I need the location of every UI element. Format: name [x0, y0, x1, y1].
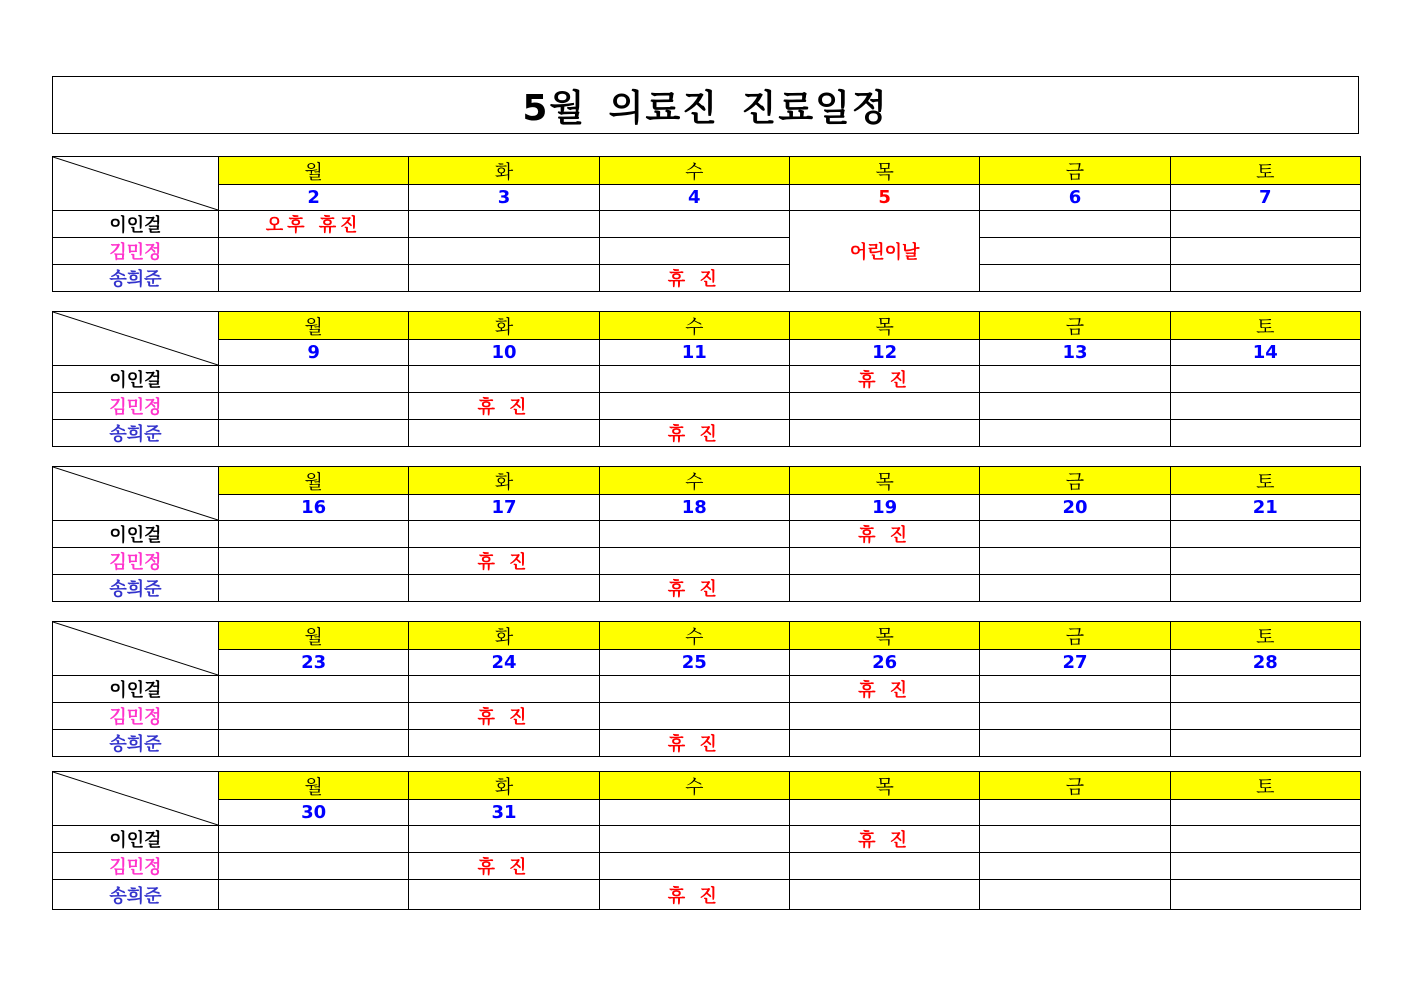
date-cell-holiday: 5	[789, 185, 979, 211]
day-header-thu: 목	[789, 467, 979, 495]
date-cell	[980, 800, 1170, 826]
holiday-cell: 어린이날	[789, 211, 979, 292]
schedule-cell	[219, 238, 409, 265]
date-cell: 21	[1170, 495, 1360, 521]
table-corner	[53, 772, 219, 826]
schedule-cell: 휴 진	[599, 575, 789, 602]
date-cell: 16	[219, 495, 409, 521]
schedule-cell	[1170, 420, 1360, 447]
schedule-cell	[409, 676, 599, 703]
schedule-cell: 오후 휴진	[219, 211, 409, 238]
schedule-cell	[409, 826, 599, 853]
day-header-sat: 토	[1170, 157, 1360, 185]
schedule-cell	[409, 265, 599, 292]
day-header-mon: 월	[219, 622, 409, 650]
day-header-sat: 토	[1170, 622, 1360, 650]
schedule-cell	[219, 420, 409, 447]
schedule-cell	[219, 548, 409, 575]
date-cell: 10	[409, 340, 599, 366]
doctor-name: 이인걸	[53, 366, 219, 393]
page-title: 5월 의료진 진료일정	[522, 87, 889, 129]
day-header-fri: 금	[980, 622, 1170, 650]
doctor-name: 김민정	[53, 548, 219, 575]
doctor-name: 김민정	[53, 238, 219, 265]
week-table-1	[52, 156, 1361, 292]
schedule-cell	[409, 880, 599, 910]
schedule-cell	[980, 676, 1170, 703]
schedule-cell	[1170, 366, 1360, 393]
week-table-3	[52, 466, 1361, 602]
schedule-cell: 휴 진	[599, 730, 789, 757]
date-cell: 17	[409, 495, 599, 521]
day-header-wed: 수	[599, 157, 789, 185]
schedule-cell	[599, 853, 789, 880]
diagonal-line-icon	[53, 467, 218, 520]
schedule-cell	[409, 521, 599, 548]
week-table-4	[52, 621, 1361, 757]
schedule-cell	[980, 880, 1170, 910]
table-corner	[53, 157, 219, 211]
schedule-cell	[219, 730, 409, 757]
doctor-name: 송희준	[53, 730, 219, 757]
schedule-cell	[789, 880, 979, 910]
day-header-tue: 화	[409, 157, 599, 185]
date-cell: 4	[599, 185, 789, 211]
schedule-cell	[789, 393, 979, 420]
date-cell: 6	[980, 185, 1170, 211]
date-cell: 31	[409, 800, 599, 826]
schedule-cell	[1170, 730, 1360, 757]
date-cell	[789, 800, 979, 826]
schedule-cell	[409, 211, 599, 238]
schedule-cell	[409, 238, 599, 265]
date-cell: 9	[219, 340, 409, 366]
schedule-cell	[980, 853, 1170, 880]
date-cell: 19	[789, 495, 979, 521]
schedule-cell	[599, 393, 789, 420]
day-header-thu: 목	[789, 312, 979, 340]
schedule-cell	[789, 730, 979, 757]
schedule-cell: 휴 진	[599, 265, 789, 292]
week-table-5	[52, 771, 1361, 910]
schedule-cell	[1170, 853, 1360, 880]
schedule-cell	[219, 826, 409, 853]
day-header-fri: 금	[980, 467, 1170, 495]
schedule-cell	[789, 703, 979, 730]
doctor-name: 이인걸	[53, 521, 219, 548]
date-cell: 25	[599, 650, 789, 676]
schedule-cell	[1170, 238, 1360, 265]
date-cell: 20	[980, 495, 1170, 521]
schedule-cell	[980, 548, 1170, 575]
schedule-cell	[789, 853, 979, 880]
schedule-cell	[219, 366, 409, 393]
schedule-cell	[1170, 521, 1360, 548]
schedule-cell	[219, 265, 409, 292]
doctor-name: 이인걸	[53, 676, 219, 703]
table-corner	[53, 312, 219, 366]
schedule-cell	[1170, 548, 1360, 575]
day-header-mon: 월	[219, 467, 409, 495]
diagonal-line-icon	[53, 312, 218, 365]
day-header-tue: 화	[409, 622, 599, 650]
date-cell: 7	[1170, 185, 1360, 211]
day-header-sat: 토	[1170, 312, 1360, 340]
day-header-wed: 수	[599, 467, 789, 495]
day-header-fri: 금	[980, 157, 1170, 185]
day-header-thu: 목	[789, 772, 979, 800]
doctor-name: 이인걸	[53, 826, 219, 853]
schedule-cell	[1170, 211, 1360, 238]
day-header-tue: 화	[409, 467, 599, 495]
day-header-thu: 목	[789, 622, 979, 650]
schedule-cell	[1170, 826, 1360, 853]
schedule-cell	[980, 826, 1170, 853]
schedule-cell	[980, 211, 1170, 238]
schedule-cell	[1170, 703, 1360, 730]
schedule-cell	[1170, 265, 1360, 292]
schedule-cell	[409, 420, 599, 447]
day-header-fri: 금	[980, 772, 1170, 800]
date-cell: 24	[409, 650, 599, 676]
day-header-wed: 수	[599, 312, 789, 340]
schedule-cell	[219, 575, 409, 602]
schedule-cell	[599, 366, 789, 393]
schedule-cell	[1170, 575, 1360, 602]
schedule-cell	[599, 826, 789, 853]
schedule-cell: 휴 진	[789, 366, 979, 393]
schedule-cell	[980, 575, 1170, 602]
date-cell: 18	[599, 495, 789, 521]
schedule-cell: 휴 진	[789, 826, 979, 853]
schedule-cell	[219, 703, 409, 730]
schedule-cell	[599, 676, 789, 703]
doctor-name: 송희준	[53, 575, 219, 602]
doctor-name: 송희준	[53, 265, 219, 292]
day-header-mon: 월	[219, 772, 409, 800]
doctor-name: 김민정	[53, 393, 219, 420]
day-header-tue: 화	[409, 772, 599, 800]
table-corner	[53, 622, 219, 676]
date-cell: 13	[980, 340, 1170, 366]
schedule-cell	[219, 393, 409, 420]
schedule-cell: 휴 진	[599, 420, 789, 447]
date-cell: 30	[219, 800, 409, 826]
schedule-cell	[599, 238, 789, 265]
schedule-cell	[1170, 676, 1360, 703]
diagonal-line-icon	[53, 772, 218, 825]
schedule-cell	[980, 703, 1170, 730]
schedule-cell	[789, 420, 979, 447]
doctor-name: 김민정	[53, 853, 219, 880]
doctor-name: 김민정	[53, 703, 219, 730]
date-cell: 28	[1170, 650, 1360, 676]
day-header-thu: 목	[789, 157, 979, 185]
day-header-wed: 수	[599, 622, 789, 650]
schedule-cell: 휴 진	[409, 548, 599, 575]
schedule-cell	[980, 265, 1170, 292]
schedule-cell	[219, 521, 409, 548]
schedule-cell	[1170, 393, 1360, 420]
schedule-cell	[409, 730, 599, 757]
schedule-cell	[980, 521, 1170, 548]
schedule-cell	[409, 575, 599, 602]
day-header-wed: 수	[599, 772, 789, 800]
schedule-cell	[980, 238, 1170, 265]
day-header-sat: 토	[1170, 467, 1360, 495]
date-cell	[599, 800, 789, 826]
schedule-cell	[219, 853, 409, 880]
date-cell: 11	[599, 340, 789, 366]
day-header-mon: 월	[219, 157, 409, 185]
schedule-cell	[980, 393, 1170, 420]
schedule-cell	[980, 366, 1170, 393]
day-header-mon: 월	[219, 312, 409, 340]
date-cell: 26	[789, 650, 979, 676]
schedule-cell: 휴 진	[409, 853, 599, 880]
schedule-cell	[219, 880, 409, 910]
date-cell: 3	[409, 185, 599, 211]
day-header-fri: 금	[980, 312, 1170, 340]
schedule-cell	[789, 548, 979, 575]
schedule-cell	[599, 548, 789, 575]
schedule-cell	[599, 703, 789, 730]
date-cell: 12	[789, 340, 979, 366]
day-header-tue: 화	[409, 312, 599, 340]
diagonal-line-icon	[53, 622, 218, 675]
date-cell: 27	[980, 650, 1170, 676]
schedule-cell: 휴 진	[789, 521, 979, 548]
schedule-cell	[1170, 880, 1360, 910]
table-corner	[53, 467, 219, 521]
week-table-2	[52, 311, 1361, 447]
schedule-cell	[599, 211, 789, 238]
date-cell: 14	[1170, 340, 1360, 366]
schedule-cell: 휴 진	[409, 703, 599, 730]
schedule-cell	[980, 420, 1170, 447]
schedule-cell	[219, 676, 409, 703]
date-cell: 2	[219, 185, 409, 211]
doctor-name: 송희준	[53, 880, 219, 910]
schedule-title-box	[52, 76, 1359, 134]
schedule-cell: 휴 진	[409, 393, 599, 420]
schedule-cell	[789, 575, 979, 602]
schedule-cell	[409, 366, 599, 393]
date-cell	[1170, 800, 1360, 826]
schedule-cell: 휴 진	[789, 676, 979, 703]
doctor-name: 송희준	[53, 420, 219, 447]
schedule-cell: 휴 진	[599, 880, 789, 910]
day-header-sat: 토	[1170, 772, 1360, 800]
date-cell: 23	[219, 650, 409, 676]
schedule-cell	[599, 521, 789, 548]
diagonal-line-icon	[53, 157, 218, 210]
schedule-cell	[980, 730, 1170, 757]
doctor-name: 이인걸	[53, 211, 219, 238]
